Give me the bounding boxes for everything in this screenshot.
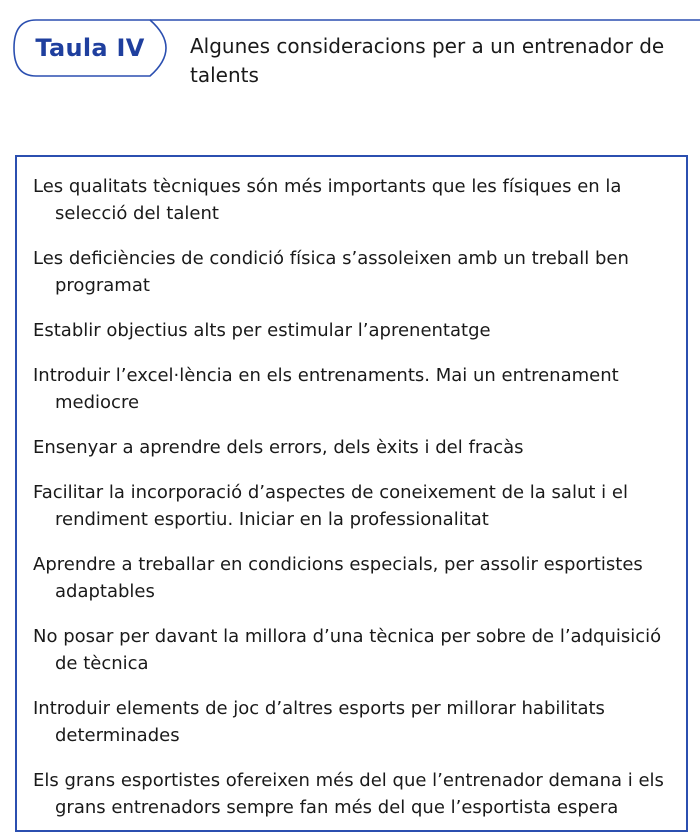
list-item: Els grans esportistes ofereixen més del que l’entrenador demana i els grans entrenadors sempre fan més del que l’esportista espera [33,770,664,818]
list-item: Introduir l’excel·lència en els entrenaments. Mai un entrenament mediocre [33,365,619,413]
list-item: Aprendre a treballar en condicions especials, per assolir esportistes adaptables [33,554,643,602]
table-label: Taula IV [35,34,145,62]
considerations-box [15,155,688,832]
list-item: No posar per davant la millora d’una tècnica per sobre de l’adquisició de tècnica [33,626,662,674]
list-item: Introduir elements de joc d’altres esports per millorar habilitats determinades [33,698,605,746]
list-item: Les deficiències de condició física s’assoleixen amb un treball ben programat [33,248,629,296]
table-title: Algunes consideracions per a un entrenador de talents [190,34,665,87]
list-item: Facilitar la incorporació d’aspectes de coneixement de la salut i el rendiment esportiu. Iniciar en la professionalitat [33,482,628,530]
list-item: Ensenyar a aprendre dels errors, dels èxits i del fracàs [33,437,524,458]
list-item: Les qualitats tècniques són més importants que les físiques en la selecció del talent [33,176,622,224]
list-item: Establir objectius alts per estimular l’aprenentatge [33,320,491,341]
